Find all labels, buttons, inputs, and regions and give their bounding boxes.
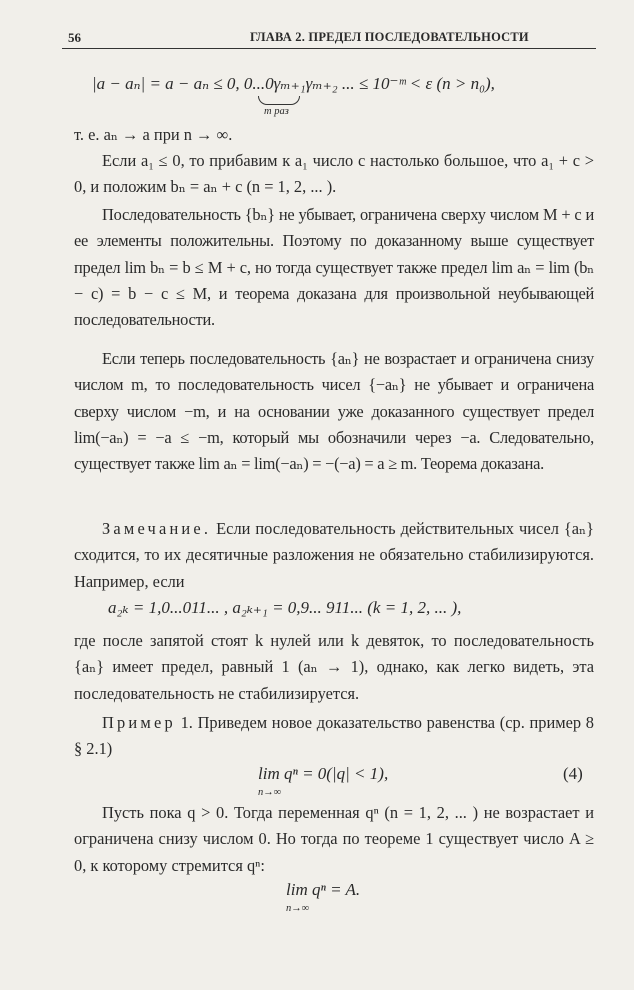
equation-number: (4): [563, 764, 583, 783]
remark: [74, 516, 594, 595]
formula-remark: a₂ₖ = 1,0...011... , a₂ₖ₊₁ = 0,9... 911... (k = 1, 2, ... ),: [108, 598, 462, 617]
brace-label: m раз: [264, 106, 289, 117]
formula-example: lim qⁿ = 0(|q| < 1),: [258, 764, 389, 783]
paragraph-3: [74, 346, 594, 477]
paragraph-1-text: Если a₁ ≤ 0, то прибавим к a₁ число c настолько большое, что a₁ + c > 0, и положим bₙ = aₙ + c (n = 1, 2, ... ).: [74, 151, 594, 197]
remark-label: Замечание.: [102, 519, 212, 538]
remark-text: Если последовательность действительных чисел {aₙ} сходится, то их десятичные разложения не обязательно стабилизируются. Например, если: [74, 519, 594, 591]
example-number: 1.: [180, 713, 193, 732]
page-header: [62, 28, 596, 50]
example-label: Пример: [102, 713, 176, 732]
example-text: Приведем новое доказательство равенства (ср. пример 8 § 2.1): [74, 713, 594, 759]
paragraph-1: [74, 148, 594, 201]
paragraph-2-text: Последовательность {bₙ} не убывает, ограничена сверху числом M + c и ее элементы положительны. Поэтому по доказанному выше существует предел lim bₙ = b ≤ M + c, но тогда существует также предел lim aₙ = lim (bₙ − c) = b − c ≤ M, и теорема доказана для произвольной неубывающей последовательности.: [74, 205, 594, 330]
formula-last: lim qⁿ = A.: [286, 880, 361, 899]
page-number: 56: [68, 30, 81, 45]
paragraph-2: [74, 202, 594, 333]
formula-top: |a − aₙ| = a − aₙ ≤ 0, 0...0γₘ₊₁γₘ₊₂ ... ≤ 10⁻ᵐ < ε (n > n₀),: [92, 74, 495, 93]
paragraph-4: [74, 628, 594, 707]
line-te: [74, 122, 594, 148]
line-te-text: т. е. aₙ → a при n → ∞.: [74, 125, 233, 144]
paragraph-3-text: Если теперь последовательность {aₙ} не возрастает и ограничена снизу числом m, то последовательность чисел {−aₙ} не убывает и ограничена сверху числом −m, и на основании уже доказанного существует предел lim(−aₙ) = −a ≤ −m, который мы обозначили через −a. Следовательно, существует также lim aₙ = lim(−aₙ) = −(−a) = a ≥ m. Теорема доказана.: [74, 349, 594, 474]
paragraph-5-text: Пусть пока q > 0. Тогда переменная qⁿ (n = 1, 2, ... ) не возрастает и ограничена снизу числом 0. Но тогда по теореме 1 существует число A ≥ 0, к которому стремится qⁿ:: [74, 803, 594, 875]
header-rule: [62, 48, 596, 49]
chapter-title: ГЛАВА 2. ПРЕДЕЛ ПОСЛЕДОВАТЕЛЬНОСТИ: [250, 30, 529, 44]
paragraph-5: [74, 800, 594, 879]
underbrace: [258, 96, 300, 105]
lim-subscript-1: n→∞: [258, 787, 282, 798]
paragraph-4-text: где после запятой стоят k нулей или k девяток, то последовательность {aₙ} имеет предел, равный 1 (aₙ → 1), однако, как легко видеть, эта последовательность не стабилизируется.: [74, 631, 594, 703]
example: [74, 710, 594, 763]
lim-subscript-2: n→∞: [286, 903, 310, 914]
